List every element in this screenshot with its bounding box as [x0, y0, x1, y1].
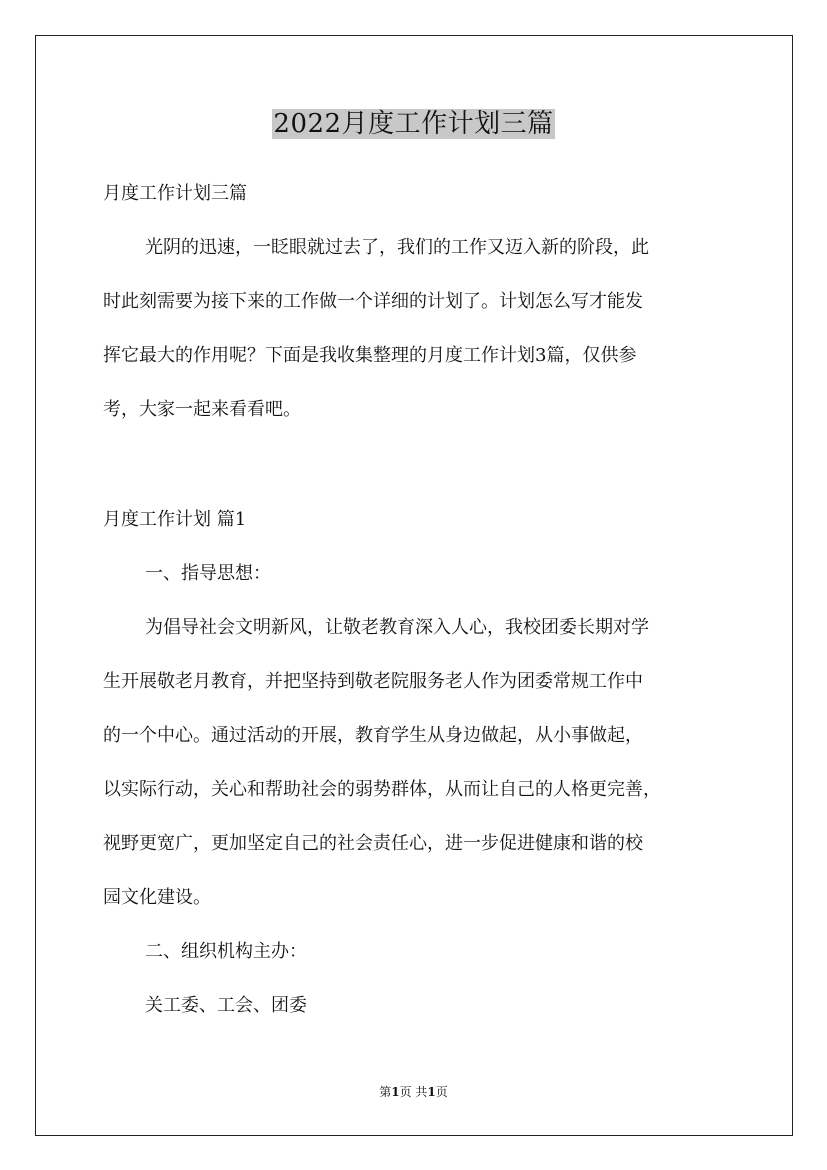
footer-prefix: 第	[379, 1085, 392, 1099]
footer-page-total: 1	[427, 1085, 436, 1099]
document-subtitle: 月度工作计划三篇	[103, 183, 247, 204]
footer-page-current: 1	[391, 1085, 400, 1099]
part1-line-4: 以实际行动，关心和帮助社会的弱势群体，从而让自己的人格更完善，	[103, 779, 661, 800]
intro-line-1: 光阴的迅速，一眨眼就过去了，我们的工作又迈入新的阶段，此	[145, 237, 649, 258]
part1-line-3: 的一个中心。通过活动的开展，教育学生从身边做起，从小事做起，	[103, 725, 643, 746]
part1-line-5: 视野更宽广，更加坚定自己的社会责任心，进一步促进健康和谐的校	[103, 833, 643, 854]
footer-mid: 页 共	[399, 1085, 428, 1099]
part1-line-1: 为倡导社会文明新风，让敬老教育深入人心，我校团委长期对学	[145, 617, 649, 638]
part1-line-6: 园文化建设。	[103, 887, 211, 908]
part1-heading: 一、指导思想：	[145, 563, 271, 584]
intro-line-4: 考，大家一起来看看吧。	[103, 399, 301, 420]
part2-heading: 二、组织机构主办：	[145, 941, 307, 962]
footer-suffix: 页	[435, 1085, 448, 1099]
part1-line-2: 生开展敬老月教育，并把坚持到敬老院服务老人作为团委常规工作中	[103, 671, 643, 692]
section-heading: 月度工作计划 篇1	[103, 509, 247, 530]
intro-line-3: 挥它最大的作用呢？下面是我收集整理的月度工作计划3篇，仅供参	[103, 345, 637, 366]
part2-line: 关工委、工会、团委	[145, 995, 307, 1016]
page-footer	[0, 1084, 827, 1100]
document-title-text: 2022月度工作计划三篇	[273, 109, 554, 139]
document-title	[0, 102, 827, 146]
intro-line-2: 时此刻需要为接下来的工作做一个详细的计划了。计划怎么写才能发	[103, 291, 643, 312]
